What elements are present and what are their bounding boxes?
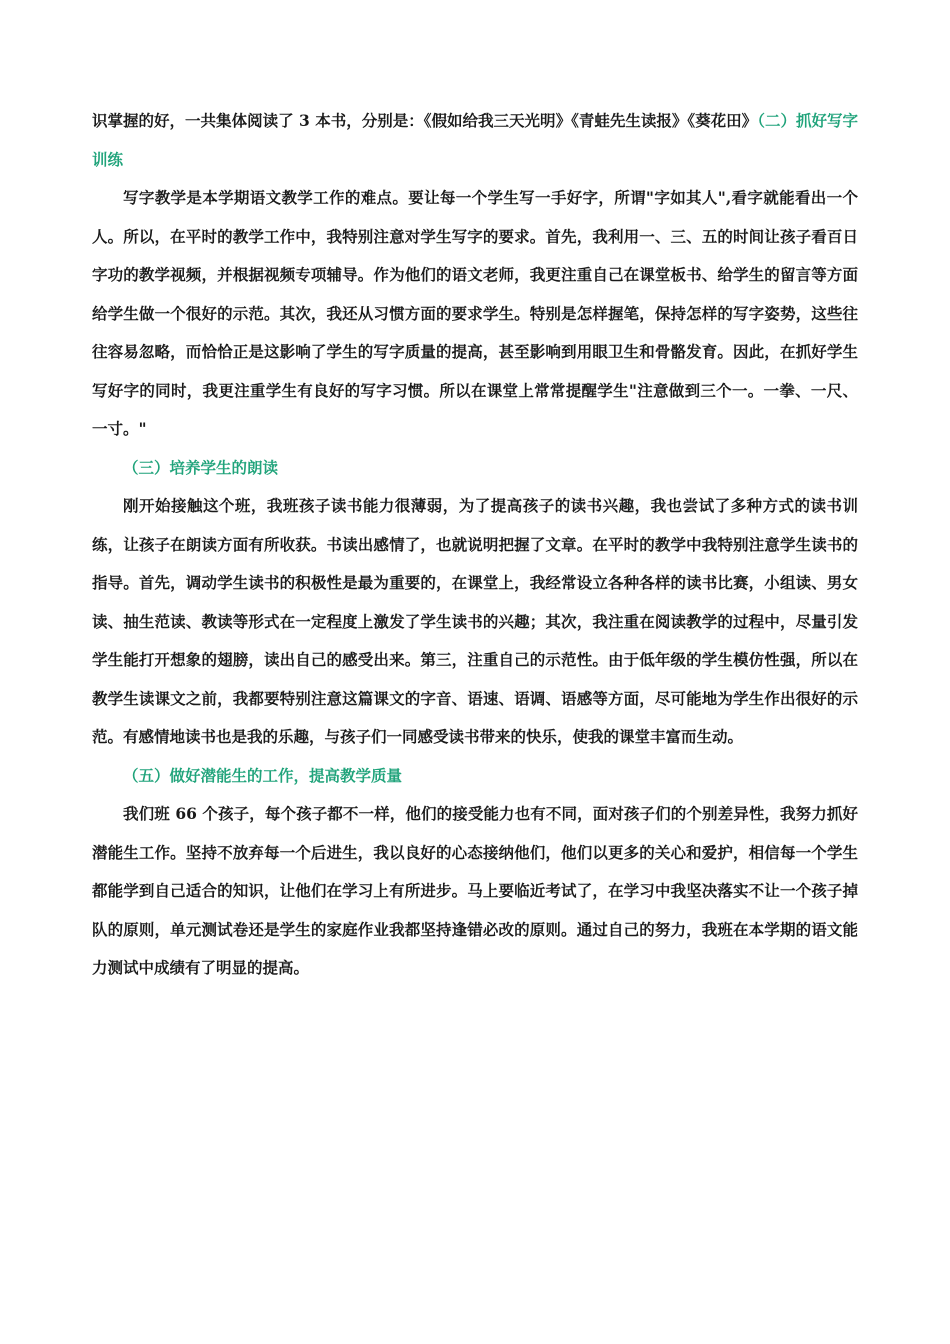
intro-text: 识掌握的好，一共集体阅读了 3 本书，分别是：《假如给我三天光明》《青蛙先生读报》《葵花田》 xyxy=(92,111,758,130)
section-heading-students: （五）做好潜能生的工作，提高教学质量 xyxy=(123,765,403,785)
writing-paragraph: 写字教学是本学期语文教学工作的难点。要让每一个学生写一手好字，所谓"字如其人",看字就能看出一个人。所以，在平时的教学工作中，我特别注意对学生写字的要求。首先，我利用一、三、五的时间让孩子看百日字功的教学视频，并根据视频专项辅导。作为他们的语文老师，我更注重自己在课堂板书、给学生的留言等方面给学生做一个很好的示范。其次，我还从习惯方面的要求学生。特别是怎样握笔，保持怎样的写字姿势，这些往往容易忽略，而恰恰正是这影响了学生的写字质量的提高，甚至影响到用眼卫生和骨骼发育。因此，在抓好学生写好字的同时，我更注重学生有良好的写字习惯。所以在课堂上常常提醒学生"注意做到三个一。一拳、一尺、一寸。" xyxy=(92,188,858,438)
intro-paragraph xyxy=(92,102,858,179)
section-heading-reading: （三）培养学生的朗读 xyxy=(123,457,279,477)
document-page xyxy=(92,102,858,988)
reading-paragraph: 刚开始接触这个班，我班孩子读书能力很薄弱，为了提高孩子的读书兴趣，我也尝试了多种方式的读书训练，让孩子在朗读方面有所收获。书读出感情了，也就说明把握了文章。在平时的教学中我特别注意学生读书的指导。首先，调动学生读书的积极性是最为重要的，在课堂上，我经常设立各种各样的读书比赛，小组读、男女读、抽生范读、教读等形式在一定程度上激发了学生读书的兴趣；其次，我注重在阅读教学的过程中，尽量引发学生能打开想象的翅膀，读出自己的感受出来。第三，注重自己的示范性。由于低年级的学生模仿性强，所以在教学生读课文之前，我都要特别注意这篇课文的字音、语速、语调、语感等方面，尽可能地为学生作出很好的示范。有感情地读书也是我的乐趣，与孩子们一同感受读书带来的快乐，使我的课堂丰富而生动。 xyxy=(92,496,858,746)
section-heading-writing: （二）抓好写字训练 xyxy=(92,111,858,169)
students-paragraph: 我们班 66 个孩子，每个孩子都不一样，他们的接受能力也有不同，面对孩子们的个别差异性，我努力抓好潜能生工作。坚持不放弃每一个后进生，我以良好的心态接纳他们，他们以更多的关心和爱护，相信每一个学生都能学到自己适合的知识，让他们在学习上有所进步。马上要临近考试了，在学习中我坚决落实不让一个孩子掉队的原则，单元测试卷还是学生的家庭作业我都坚持逢错必改的原则。通过自己的努力，我班在本学期的语文能力测试中成绩有了明显的提高。 xyxy=(92,804,858,977)
